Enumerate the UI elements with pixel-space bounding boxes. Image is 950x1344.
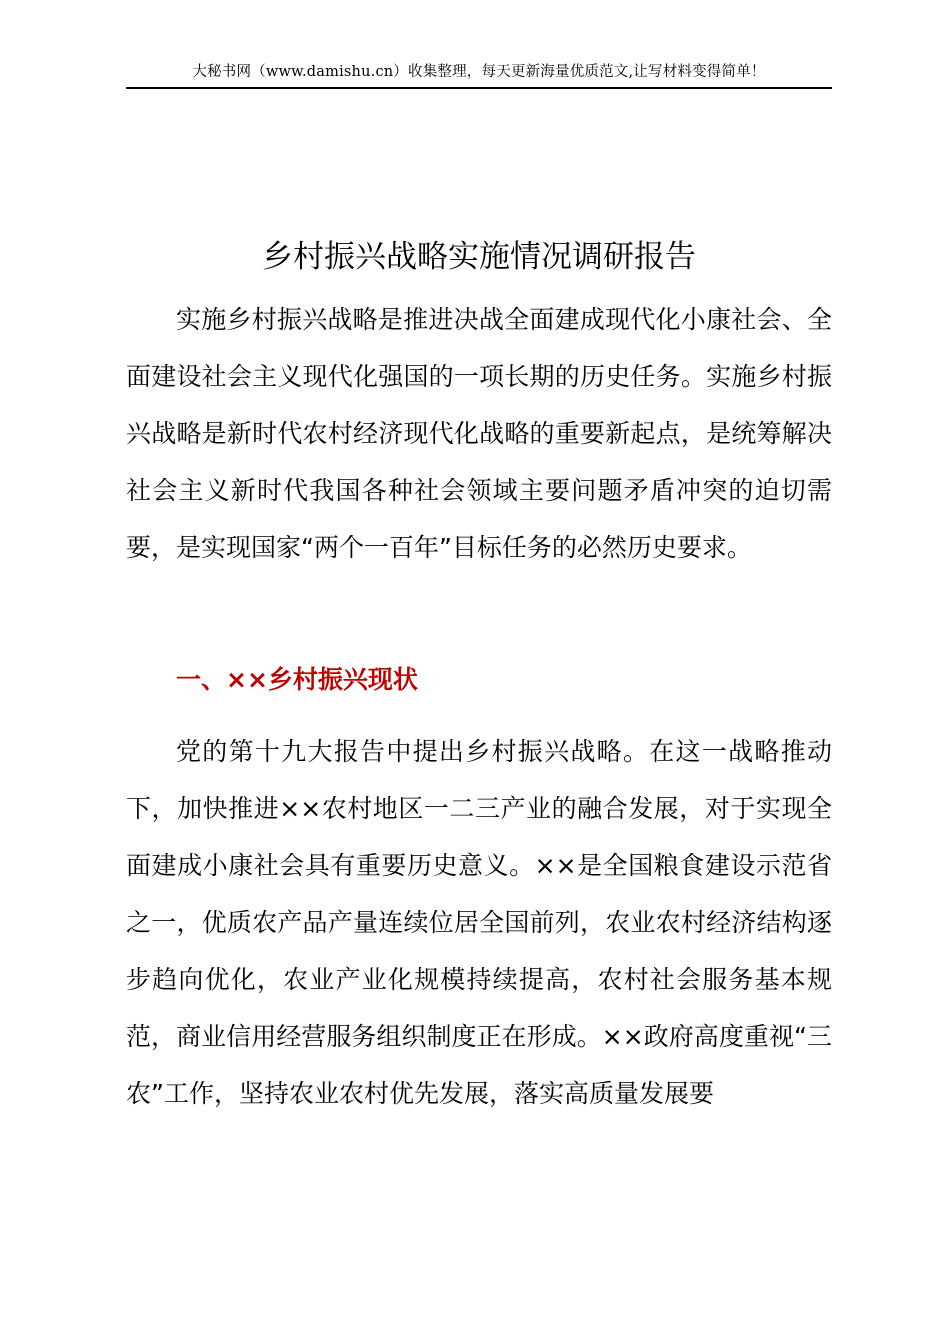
intro-paragraph: 实施乡村振兴战略是推进决战全面建成现代化小康社会、全面建设社会主义现代化强国的一项长期的历史任务。实施乡村振兴战略是新时代农村经济现代化战略的重要新起点，是统筹解决社会主义新时代我国各种社会领域主要问题矛盾冲突的迫切需要，是实现国家“两个一百年”目标任务的必然历史要求。 xyxy=(126,305,832,562)
document-title: 乡村振兴战略实施情况调研报告 xyxy=(262,238,696,275)
section-heading: 一、××乡村振兴现状 xyxy=(176,665,418,694)
header-divider xyxy=(126,87,832,89)
page-header: 大秘书网（www.damishu.cn）收集整理，每天更新海量优质范文,让写材料变得简单！ xyxy=(192,64,766,80)
body-paragraph: 党的第十九大报告中提出乡村振兴战略。在这一战略推动下，加快推进××农村地区一二三产业的融合发展，对于实现全面建成小康社会具有重要历史意义。××是全国粮食建设示范省之一，优质农产品产量连续位居全国前列，农业农村经济结构逐步趋向优化，农业产业化规模持续提高，农村社会服务基本规范，商业信用经营服务组织制度正在形成。××政府高度重视“三农”工作，坚持农业农村优先发展，落实高质量发展要 xyxy=(126,737,832,1108)
